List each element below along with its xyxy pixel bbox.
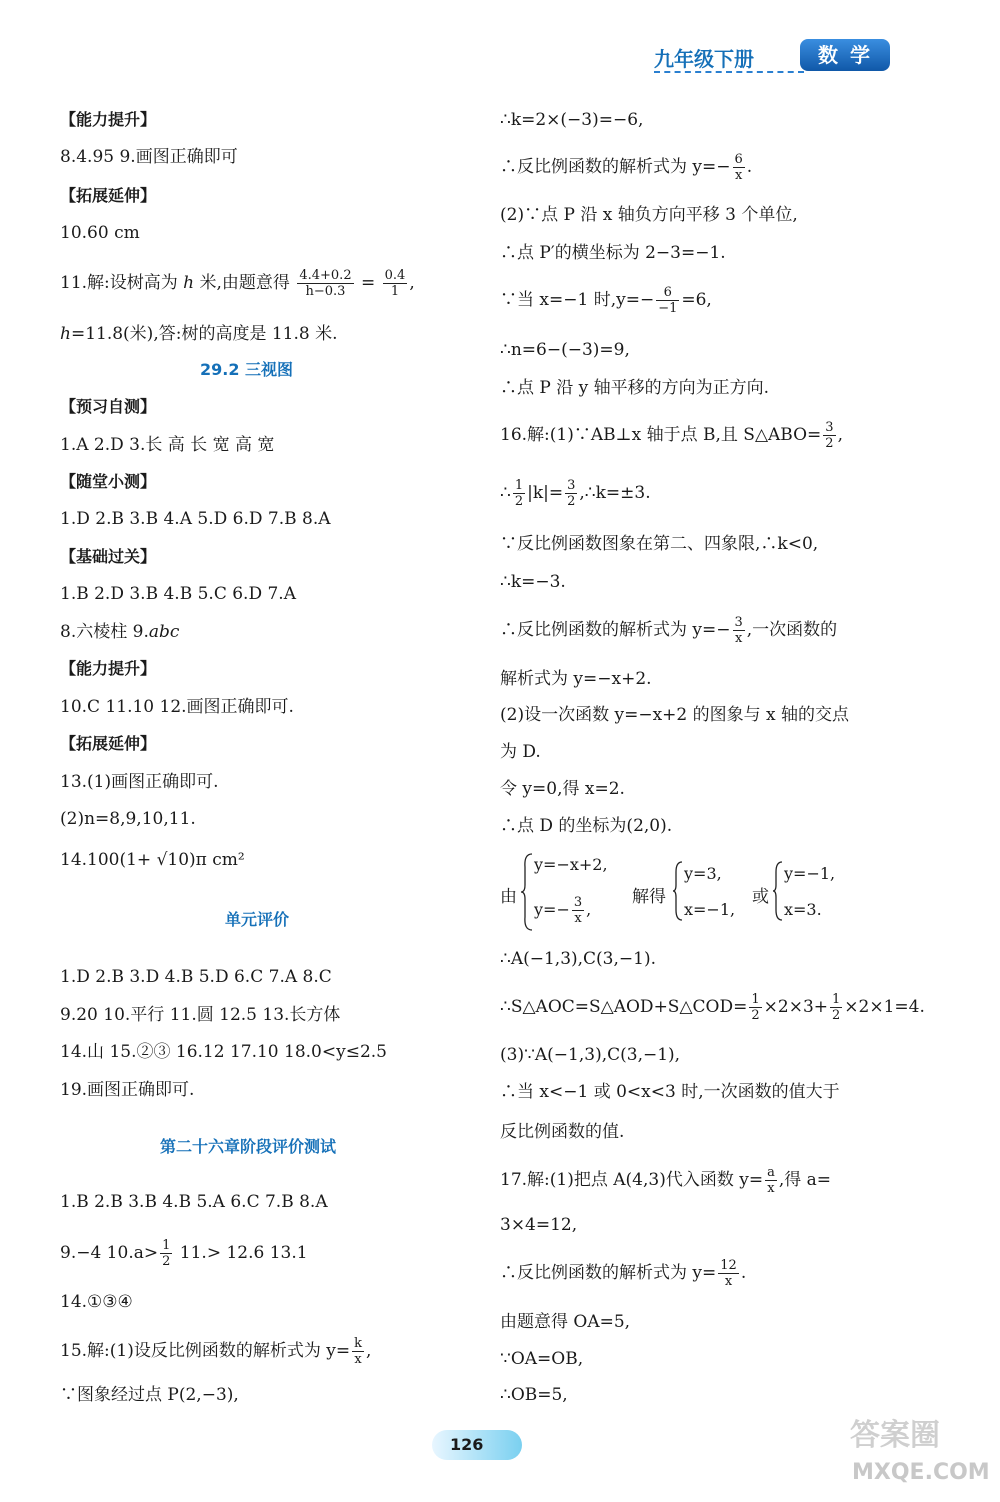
section-title: 29.2 三视图 bbox=[200, 360, 294, 379]
answer-line: 14.①③④ bbox=[60, 1292, 133, 1312]
answer-line: 反比例函数的值. bbox=[500, 1122, 625, 1142]
answer-line: ∴n=6−(−3)=9, bbox=[500, 340, 630, 360]
answer-line: ∴当 x<−1 或 0<x<3 时,一次函数的值大于 bbox=[500, 1082, 840, 1102]
answer-line: 15.解:(1)设反比例函数的解析式为 y= $\frac{k}{x}$ , bbox=[60, 1336, 372, 1367]
fraction: $\frac{12}{x}$ bbox=[720, 1258, 737, 1289]
answer-line: 8.六棱柱 9.abc bbox=[60, 622, 180, 642]
answer-line: 为 D. bbox=[500, 742, 541, 762]
answer-line: ∴反比例函数的解析式为 y=− $\frac{3}{x}$ ,一次函数的 bbox=[500, 615, 838, 646]
answer-line: 13.(1)画图正确即可. bbox=[60, 772, 219, 792]
section-title: 第二十六章阶段评价测试 bbox=[160, 1137, 337, 1156]
answer-line: (2)∵点 P 沿 x 轴负方向平移 3 个单位, bbox=[500, 205, 798, 225]
watermark-logo: 答案圈 bbox=[850, 1418, 940, 1453]
fraction: $\frac{k}{x}$ bbox=[354, 1336, 362, 1367]
answer-line: 1.B 2.D 3.B 4.B 5.C 6.D 7.A bbox=[60, 584, 296, 604]
watermark-url: MXQE.COM bbox=[852, 1460, 990, 1485]
answer-line: 10.C 11.10 12.画图正确即可. bbox=[60, 697, 294, 717]
answer-line: (3)∵A(−1,3),C(3,−1), bbox=[500, 1045, 681, 1065]
page-header bbox=[650, 35, 900, 85]
answer-line: 10.60 cm bbox=[60, 223, 140, 243]
answer-line: ∴ $\frac{1}{2}$ |k|= $\frac{3}{2}$ ,∴k=±3. bbox=[500, 478, 651, 509]
answer-line: ∴点 P 沿 y 轴平移的方向为正方向. bbox=[500, 378, 770, 398]
answer-line: 1.D 2.B 3.D 4.B 5.D 6.C 7.A 8.C bbox=[60, 967, 332, 987]
section-heading: 【拓展延伸】 bbox=[60, 734, 157, 753]
answer-line: ∴点 D 的坐标为(2,0). bbox=[500, 816, 673, 836]
section-heading: 【预习自测】 bbox=[60, 397, 157, 416]
answer-line: ∴k=−3. bbox=[500, 572, 566, 592]
answer-line: 3×4=12, bbox=[500, 1215, 578, 1235]
fraction: $\frac{0.4}{1}$ bbox=[384, 268, 406, 299]
answer-line: 14.山 15.②③ 16.12 17.10 18.0<y≤2.5 bbox=[60, 1042, 388, 1062]
answer-line: 14.100(1+ √10)π cm² bbox=[60, 850, 245, 870]
page-number: 126 bbox=[432, 1430, 522, 1460]
fraction: $\frac{1}{2}$ bbox=[162, 1238, 171, 1269]
var-h: h bbox=[183, 273, 195, 293]
brace-icon bbox=[672, 860, 684, 922]
answer-line: 11.解:设树高为 h 米,由题意得 $\frac{4.4+0.2}{h-0.3}$ = $\frac{0.4}{1}$ , bbox=[60, 268, 415, 299]
answer-line: ∵图象经过点 P(2,−3), bbox=[60, 1385, 239, 1405]
fraction: $\frac{3}{x}$ bbox=[734, 615, 743, 646]
fraction: $\frac{1}{2}$ bbox=[751, 992, 760, 1023]
answer-line: 8.4.95 9.画图正确即可 bbox=[60, 147, 238, 167]
fraction: $\frac{3}{x}$ bbox=[573, 895, 583, 926]
answer-line: ∵OA=OB, bbox=[500, 1349, 584, 1369]
fraction: $\frac{3}{2}$ bbox=[825, 420, 834, 451]
answer-line: ∴A(−1,3),C(3,−1). bbox=[500, 949, 656, 969]
answer-line: ∴反比例函数的解析式为 y= $\frac{12}{x}$ . bbox=[500, 1258, 747, 1289]
answer-line: (2)n=8,9,10,11. bbox=[60, 809, 196, 829]
fraction: $\frac{4.4+0.2}{h-0.3}$ bbox=[299, 268, 352, 299]
answer-line: 1.A 2.D 3.长 高 长 宽 高 宽 bbox=[60, 435, 275, 455]
answer-line: h=11.8(米),答:树的高度是 11.8 米. bbox=[60, 324, 338, 344]
answer-line: 17.解:(1)把点 A(4,3)代入函数 y= $\frac{a}{x}$ ,得 a= bbox=[500, 1165, 832, 1196]
answer-line: ∵当 x=−1 时,y=− $\frac{6}{-1}$ =6, bbox=[500, 285, 712, 316]
answer-line: 由题意得 OA=5, bbox=[500, 1312, 631, 1332]
section-heading: 【基础过关】 bbox=[60, 547, 157, 566]
header-dashed-line bbox=[654, 71, 804, 73]
answer-line: 1.B 2.B 3.B 4.B 5.A 6.C 7.B 8.A bbox=[60, 1192, 328, 1212]
answer-line: 16.解:(1)∵AB⊥x 轴于点 B,且 S△ABO= $\frac{3}{2}$ , bbox=[500, 420, 843, 451]
answer-line: 9.−4 10.a> $\frac{1}{2}$ 11.> 12.6 13.1 bbox=[60, 1238, 308, 1269]
answer-line: ∴点 P′的横坐标为 2−3=−1. bbox=[500, 243, 726, 263]
fraction: $\frac{a}{x}$ bbox=[767, 1165, 775, 1196]
fraction: $\frac{3}{2}$ bbox=[567, 478, 576, 509]
answer-line: 19.画图正确即可. bbox=[60, 1080, 195, 1100]
subject-badge: 数学 bbox=[800, 39, 890, 71]
answer-line: ∴k=2×(−3)=−6, bbox=[500, 110, 644, 130]
section-heading: 【随堂小测】 bbox=[60, 472, 157, 491]
section-heading: 【能力提升】 bbox=[60, 659, 157, 678]
fraction: $\frac{1}{2}$ bbox=[514, 478, 524, 509]
fraction: $\frac{1}{2}$ bbox=[832, 992, 841, 1023]
section-heading: 【拓展延伸】 bbox=[60, 186, 157, 205]
grade-label: 九年级下册 bbox=[654, 47, 754, 71]
answer-line: 9.20 10.平行 11.圆 12.5 13.长方体 bbox=[60, 1005, 341, 1025]
answer-line: ∴S△AOC=S△AOD+S△COD= $\frac{1}{2}$ ×2×3+ $\frac{1}{2}$ ×2×1=4. bbox=[500, 992, 925, 1023]
answer-line: 1.D 2.B 3.B 4.A 5.D 6.D 7.B 8.A bbox=[60, 509, 331, 529]
answer-line: 解析式为 y=−x+2. bbox=[500, 669, 652, 689]
answer-line: 令 y=0,得 x=2. bbox=[500, 779, 625, 799]
answer-line: ∴反比例函数的解析式为 y=− $\frac{6}{x}$ . bbox=[500, 152, 753, 183]
section-title: 单元评价 bbox=[225, 910, 290, 929]
brace-icon bbox=[520, 852, 534, 932]
fraction: $\frac{6}{x}$ bbox=[734, 152, 743, 183]
brace-icon bbox=[772, 860, 784, 922]
answer-line: ∴OB=5, bbox=[500, 1385, 568, 1405]
section-heading: 【能力提升】 bbox=[60, 110, 157, 129]
answer-line: ∵反比例函数图象在第二、四象限,∴k<0, bbox=[500, 534, 819, 554]
answer-line: (2)设一次函数 y=−x+2 的图象与 x 轴的交点 bbox=[500, 705, 850, 725]
fraction: $\frac{6}{-1}$ bbox=[658, 285, 678, 316]
